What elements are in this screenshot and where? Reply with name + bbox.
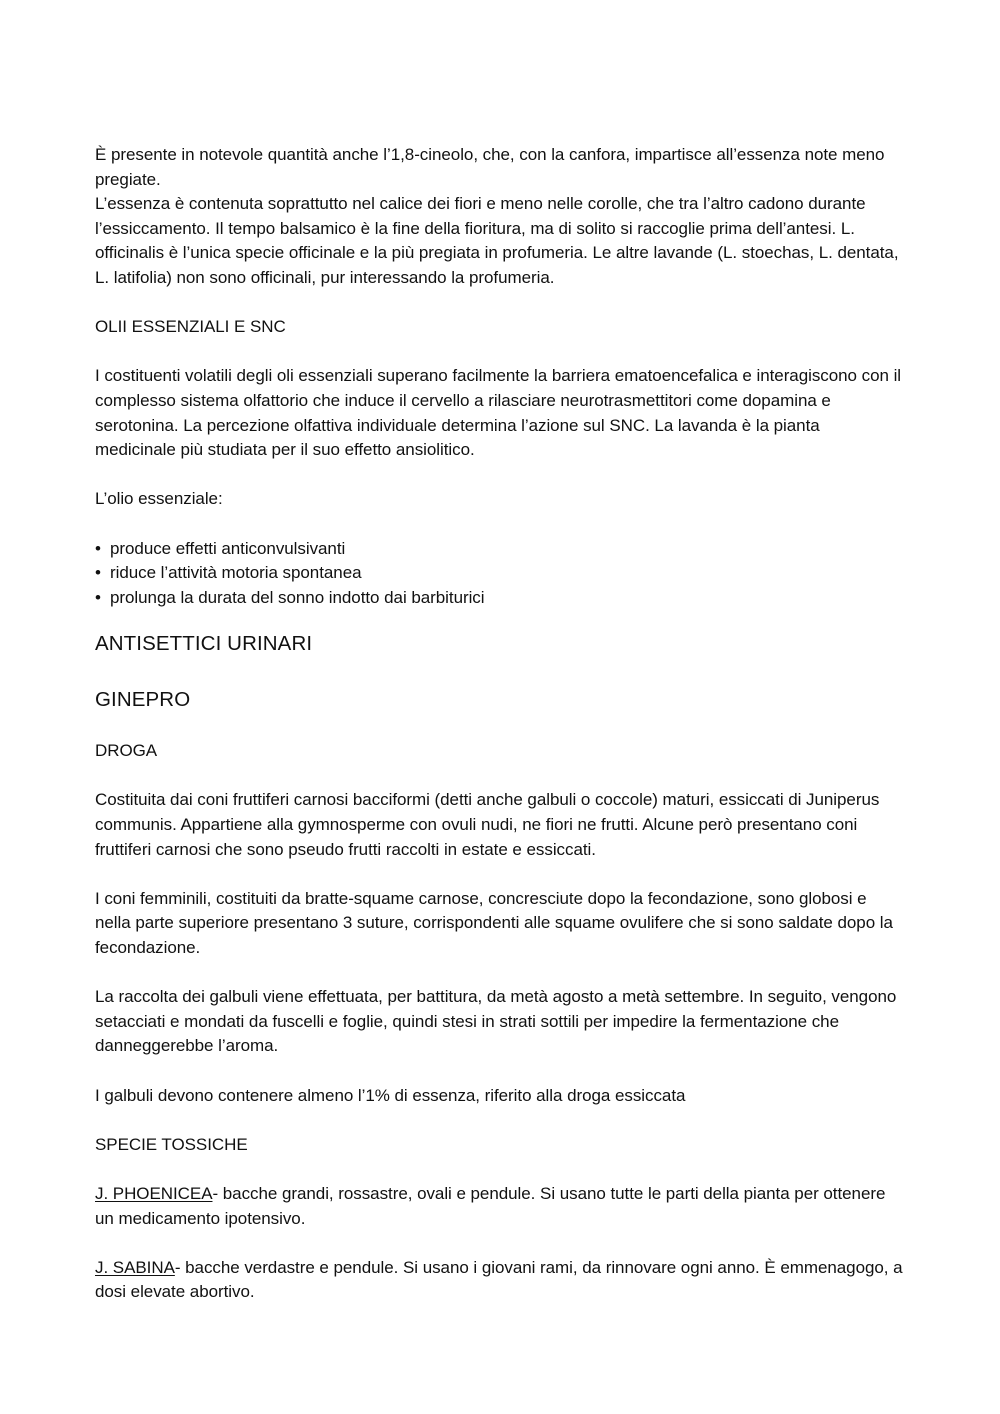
list-item-text: prolunga la durata del sonno indotto dai barbiturici (110, 587, 485, 607)
bullet-icon: • (95, 563, 101, 583)
droga-paragraph-raccolta: La raccolta dei galbuli viene effettuata, per battitura, da metà agosto a metà settembre. In seguito, vengono setacciati e mondati da fuscelli e foglie, quindi stesi in strati sottili per impedire la fermentazione che danneggerebbe l’aroma. (95, 987, 897, 1056)
section-heading-olii-essenziali: OLII ESSENZIALI E SNC (95, 317, 286, 337)
section-heading-specie-tossiche: SPECIE TOSSICHE (95, 1134, 248, 1154)
heading-ginepro: GINEPRO (95, 688, 191, 712)
droga-paragraph-coni-femminili: I coni femminili, costituiti da bratte-squame carnose, concresciute dopo la fecondazione, sono globosi e nella parte superiore presentano 3 suture, corrispondenti alle squame ovulifere che si sono saldate dopo la fecondazione. (95, 888, 893, 958)
intro-paragraph-cineolo: È presente in notevole quantità anche l’1,8-cineolo, che, con la canfora, impartisce all’essenza note meno pregiate. (95, 145, 885, 189)
droga-paragraph-coni: Costituita dai coni fruttiferi carnosi bacciformi (detti anche galbuli o coccole) maturi, essiccati di Juniperus communis. Appartiene alla gymnosperme con ovuli nudi, ne fiori ne frutti. Alcune però presentano coni fruttiferi carnosi che sono pseudo frutti raccolti in estate e essiccati. (95, 790, 880, 859)
list-item (95, 586, 905, 611)
species-sabina (95, 1256, 905, 1305)
species-name-phoenicea: J. PHOENICEA (95, 1183, 213, 1203)
species-phoenicea (95, 1182, 905, 1231)
bullet-icon: • (95, 538, 101, 558)
effects-bullet-list (95, 537, 905, 611)
list-item-text: produce effetti anticonvulsivanti (110, 538, 346, 558)
list-item (95, 537, 905, 562)
list-item-text: riduce l’attività motoria spontanea (110, 563, 362, 583)
heading-antisettici-urinari: ANTISETTICI URINARI (95, 632, 313, 656)
species-name-sabina: J. SABINA (95, 1257, 175, 1277)
species-description-sabina: - bacche verdastre e pendule. Si usano i giovani rami, da rinnovare ogni anno. È emmenagogo, a dosi elevate abortivo. (95, 1257, 903, 1302)
droga-paragraph-essenza: I galbuli devono contenere almeno l’1% di essenza, riferito alla droga essiccata (95, 1085, 686, 1105)
olio-essenziale-label: L’olio essenziale: (95, 489, 223, 509)
species-description-phoenicea: - bacche grandi, rossastre, ovali e pendule. Si usano tutte le parti della pianta per ottenere un medicamento ipotensivo. (95, 1183, 886, 1228)
bullet-icon: • (95, 587, 101, 607)
snc-paragraph: I costituenti volatili degli oli essenziali superano facilmente la barriera ematoencefalica e interagiscono con il complesso sistema olfattorio che induce il cervello a rilasciare neurotrasmettitori come dopamina e serotonina. La percezione olfattiva individuale determina l’azione sul SNC. La lavanda è la pianta medicinale più studiata per il suo effetto ansiolitico. (95, 366, 902, 460)
intro-paragraph-essenza: L’essenza è contenuta soprattutto nel calice dei fiori e meno nelle corolle, che tra l’altro cadono durante l’essiccamento. Il tempo balsamico è la fine della fioritura, ma di solito si raccoglie prima dell’antesi. L. officinalis è l’unica specie officinale e la più pregiata in profumeria. Le altre lavande (L. stoechas, L. dentata, L. latifolia) non sono officinali, pur interessando la profumeria. (95, 194, 899, 287)
section-heading-droga: DROGA (95, 741, 158, 761)
list-item (95, 561, 905, 586)
